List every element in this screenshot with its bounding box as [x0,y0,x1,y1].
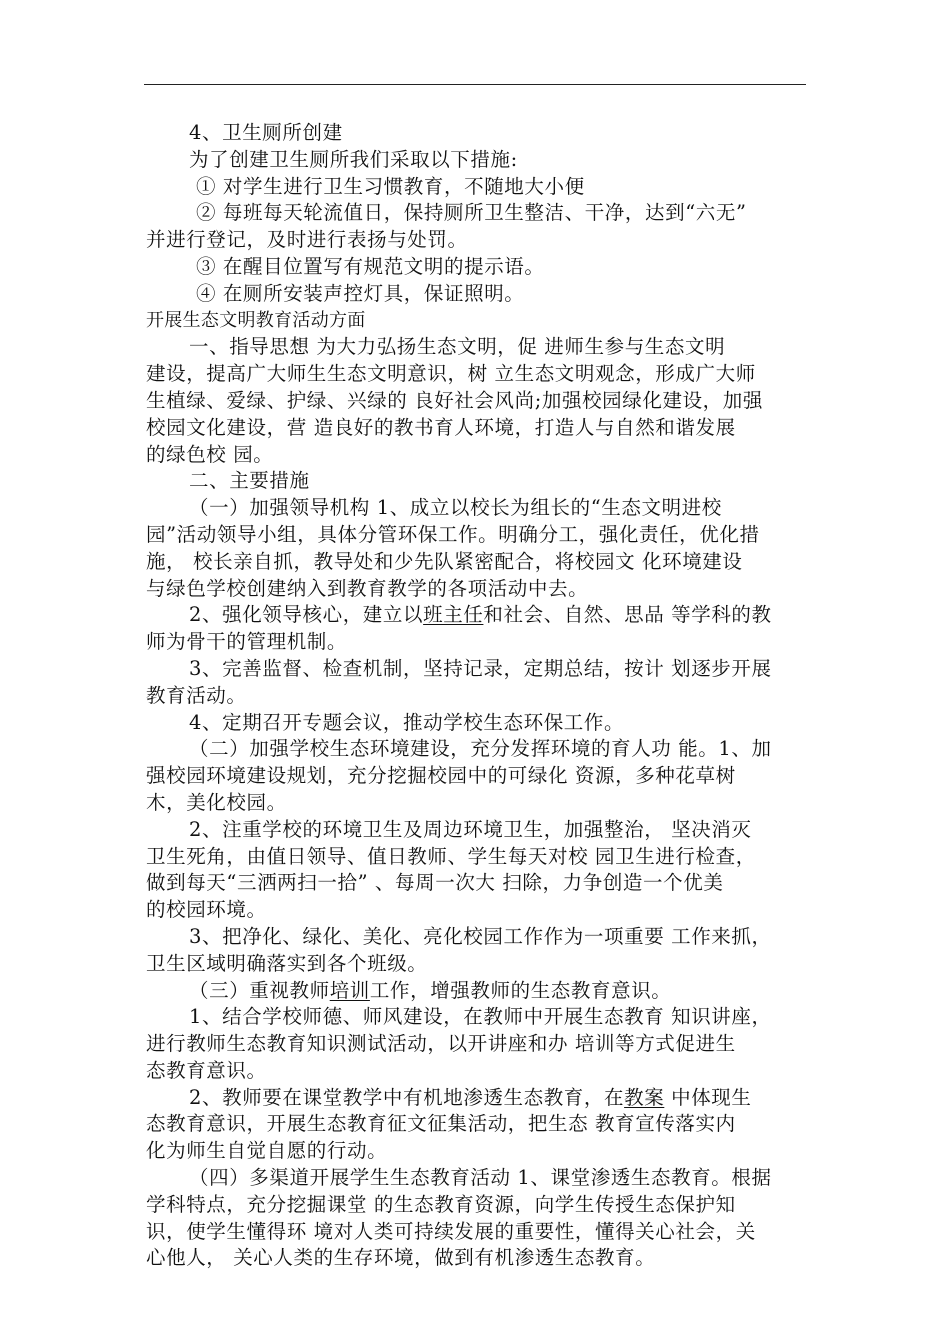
header-rule [144,84,806,85]
section-heading-eco: 开展生态文明教育活动方面 [146,309,366,331]
paragraph-line: 的绿色校 园。 [146,442,274,466]
section-heading-toilet: 4、卫生厕所创建 [189,121,343,144]
paragraph-line [146,978,808,1005]
paragraph-line: 教育活动。 [146,683,247,707]
paragraph-line: 一、指导思想 为大力弘扬生态文明，促 进师生参与生态文明 [189,335,726,359]
paragraph-line: 强校园环境建设规划，充分挖掘校园中的可绿化 资源，多种花草树 [146,764,736,788]
paragraph-line: 园”活动领导小组，具体分管环保工作。明确分工，强化责任，优化措 [146,522,760,546]
text-run: 2、教师要在课堂教学中有机地渗透生态教育，在 [189,1085,625,1109]
paragraph-line: （一）加强领导机构 1、成立以校长为组长的“生态文明进校 [189,496,722,520]
text-run: 中体现生 [664,1085,752,1109]
list-item: ④ 在厕所安装声控灯具，保证照明。 [196,281,525,305]
link-training[interactable]: 培训 [329,978,370,1002]
text-run: 和社会、自然、思品 等学科的教 [483,603,772,627]
paragraph-line: 施， 校长亲自抓，教导处和少先队紧密配合，将校园文 化环境建设 [146,549,743,573]
paragraph-line: 做到每天“三洒两扫一拾” 、每周一次大 扫除，力争创造一个优美 [146,871,724,895]
paragraph-line: 学科特点，充分挖掘课堂 的生态教育资源，向学生传授生态保护知 [146,1192,736,1216]
text-run: 2、强化领导核心，建立以 [189,603,424,627]
paragraph-line: 3、把净化、绿化、美化、亮化校园工作作为一项重要 工作来抓， [189,924,772,948]
paragraph-line: 4、定期召开专题会议，推动学校生态环保工作。 [189,710,625,734]
paragraph-line: 2、注重学校的环境卫生及周边环境卫生，加强整治， 坚决消灭 [189,817,752,841]
paragraph-line: 师为骨干的管理机制。 [146,630,348,654]
paragraph-line: 3、完善监督、检查机制，坚持记录，定期总结，按计 划逐步开展 [189,656,772,680]
paragraph-line [146,1085,808,1112]
paragraph-line: 生植绿、爱绿、护绿、兴绿的 良好社会风尚;加强校园绿化建设，加强 [146,388,763,412]
list-item: ③ 在醒目位置写有规范文明的提示语。 [196,254,545,278]
paragraph-line: 化为师生自觉自愿的行动。 [146,1139,388,1163]
paragraph-line: 为了创建卫生厕所我们采取以下措施: [189,147,518,171]
paragraph-line: 并进行登记，及时进行表扬与处罚。 [146,228,468,252]
paragraph-line: 校园文化建设，营 造良好的教书育人环境，打造人与自然和谐发展 [146,415,736,439]
paragraph-line: 与绿色学校创建纳入到教育教学的各项活动中去。 [146,576,589,600]
paragraph-line: 态教育意识，开展生态教育征文征集活动，把生态 教育宣传落实内 [146,1112,736,1136]
list-item: ② 每班每天轮流值日，保持厕所卫生整洁、干净，达到“六无” [196,201,747,225]
section-heading-measures: 二、主要措施 [189,469,310,493]
paragraph-line: 卫生死角，由值日领导、值日教师、学生每天对校 园卫生进行检查， [146,844,756,868]
link-lesson-plan[interactable]: 教案 [624,1085,665,1109]
paragraph-line: 1、结合学校师德、师风建设，在教师中开展生态教育 知识讲座， [189,1005,772,1029]
paragraph-line: （四）多渠道开展学生生态教育活动 1、课堂渗透生态教育。根据 [189,1166,772,1190]
link-class-teacher[interactable]: 班主任 [423,603,484,627]
text-run: 工作，增强教师的生态教育意识。 [369,978,672,1002]
document-body [146,120,808,1272]
paragraph-line: 建设，提高广大师生生态文明意识，树 立生态文明观念，形成广大师 [146,362,756,386]
paragraph-line: （二）加强学校生态环境建设，充分发挥环境的育人功 能。1、加 [189,737,772,761]
paragraph-line: 的校园环境。 [146,898,267,922]
list-item: ① 对学生进行卫生习惯教育，不随地大小便 [196,174,585,198]
paragraph-line: 木，美化校园。 [146,790,287,814]
paragraph-line: 态教育意识。 [146,1058,267,1082]
paragraph-line: 识，使学生懂得环 境对人类可持续发展的重要性，懂得关心社会，关 [146,1219,756,1243]
paragraph-line: 心他人， 关心人类的生存环境，做到有机渗透生态教育。 [146,1246,656,1270]
text-run: （三）重视教师 [189,978,330,1002]
paragraph-line: 进行教师生态教育知识测试活动，以开讲座和办 培训等方式促进生 [146,1032,736,1056]
paragraph-line [146,602,808,629]
paragraph-line: 卫生区域明确落实到各个班级。 [146,951,428,975]
